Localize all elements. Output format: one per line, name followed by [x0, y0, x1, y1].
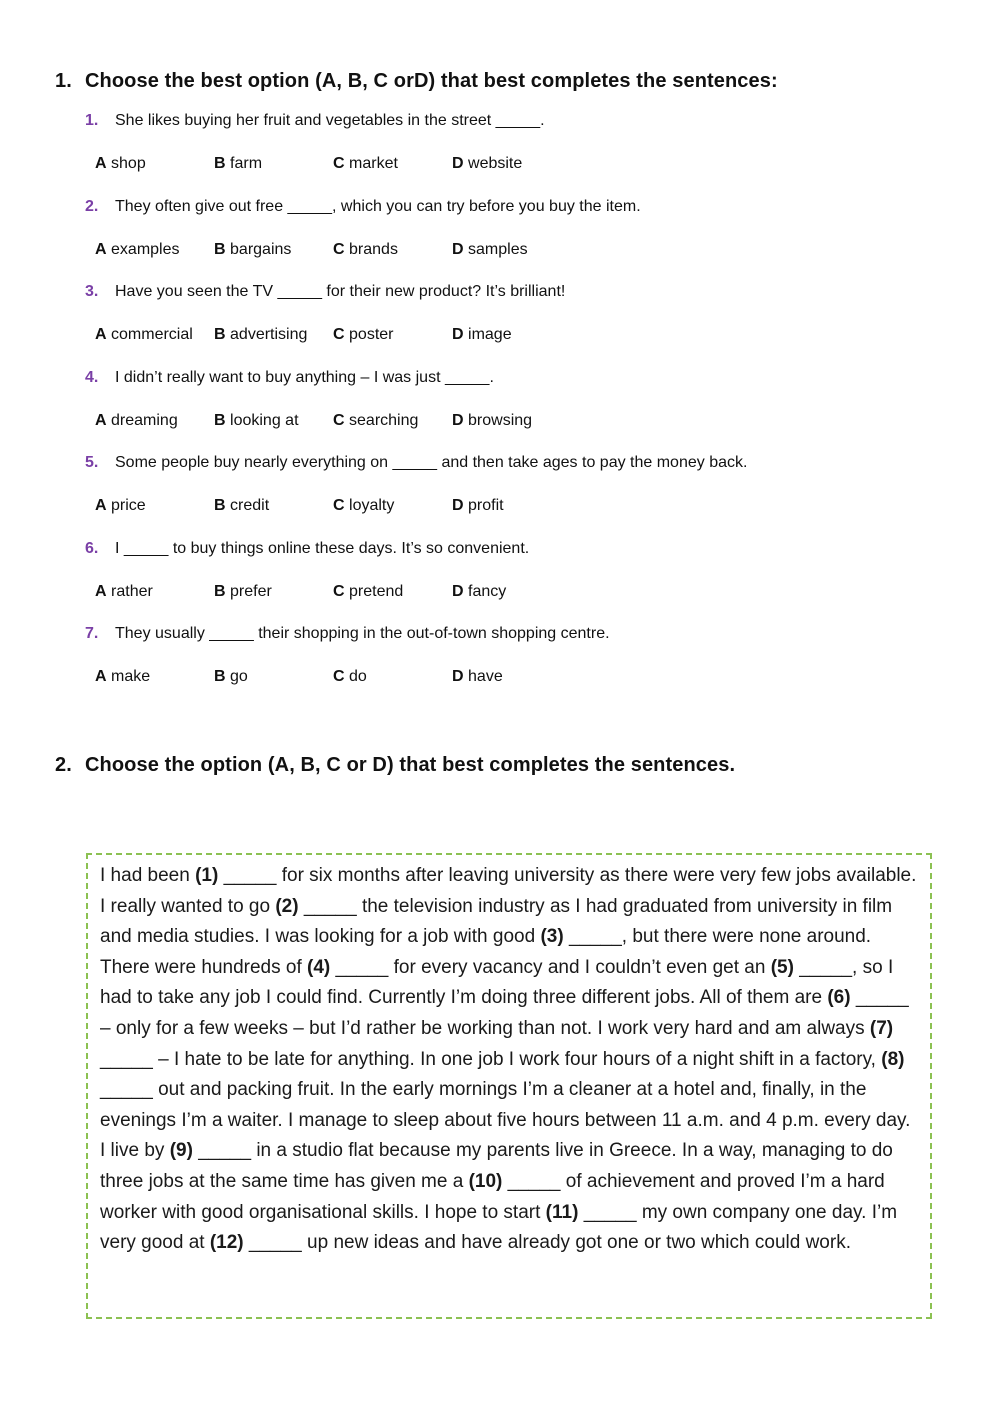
passage-text: _____ – only for a few weeks – but I’d rather be working than not. I work very hard and am always: [100, 987, 909, 1039]
passage-text: _____, but there were none around. There were hundreds of: [100, 926, 872, 978]
blank-reference: (6): [827, 987, 851, 1009]
option-a[interactable]: [95, 668, 150, 686]
option-letter: C: [333, 668, 345, 685]
passage-text: _____ my own company one day. I’m very good at: [100, 1201, 898, 1254]
option-d[interactable]: [452, 583, 506, 601]
option-a[interactable]: [95, 155, 146, 173]
option-text: market: [349, 155, 398, 172]
option-letter: B: [214, 497, 226, 514]
option-letter: D: [452, 668, 464, 685]
option-b[interactable]: [214, 497, 269, 515]
option-letter: C: [333, 155, 345, 172]
option-b[interactable]: [214, 326, 307, 344]
option-text: loyalty: [349, 497, 395, 514]
option-letter: D: [452, 326, 464, 343]
question-4: [85, 369, 494, 387]
option-text: examples: [111, 240, 180, 258]
option-text: advertising: [230, 326, 308, 343]
option-a[interactable]: [95, 583, 153, 601]
section-1-number: 1.: [55, 70, 72, 92]
question-number: 5.: [85, 454, 99, 471]
question-text: I _____ to buy things online these days. It’s so convenient.: [115, 539, 530, 557]
option-c[interactable]: [333, 583, 403, 601]
option-text: profit: [468, 497, 504, 514]
question-3: [85, 283, 565, 301]
option-letter: B: [214, 240, 226, 258]
option-letter: D: [452, 582, 464, 600]
option-text: pretend: [349, 582, 404, 600]
section-2-heading: [55, 754, 735, 777]
option-c[interactable]: [333, 668, 367, 686]
question-5: [85, 454, 747, 472]
section-2-title: Choose the option (A, B, C or D) that best completes the sentences.: [85, 754, 736, 776]
option-letter: B: [214, 326, 226, 343]
option-letter: A: [95, 326, 107, 343]
question-number: 3.: [85, 283, 99, 300]
option-text: farm: [230, 155, 263, 172]
option-a[interactable]: [95, 412, 178, 430]
question-7: [85, 625, 610, 643]
option-letter: A: [95, 497, 107, 514]
passage-text: _____ up new ideas and have already got one or two which could work.: [243, 1232, 851, 1254]
option-text: shop: [111, 155, 146, 172]
blank-reference: (4): [307, 956, 331, 978]
question-text: They often give out free _____, which you can try before you buy the item.: [115, 197, 641, 215]
option-d[interactable]: [452, 668, 503, 686]
option-b[interactable]: [214, 583, 272, 601]
passage-text: _____ for six months after leaving university as there were very few jobs available. I really wanted to go: [100, 865, 917, 917]
blank-reference: (8): [881, 1048, 905, 1070]
option-letter: B: [214, 155, 226, 172]
option-text: have: [468, 668, 503, 685]
passage-text: _____ in a studio flat because my parents live in Greece. In a way, managing to do three jobs at the same time has given me a: [100, 1140, 893, 1192]
option-c[interactable]: [333, 155, 398, 173]
option-text: go: [230, 668, 248, 685]
blank-reference: (1): [195, 865, 219, 886]
question-2: [85, 198, 641, 216]
option-letter: C: [333, 240, 345, 258]
option-text: samples: [468, 240, 528, 258]
option-text: make: [111, 668, 151, 685]
blank-reference: (3): [540, 926, 564, 948]
option-letter: A: [95, 411, 107, 429]
blank-reference: (7): [869, 1017, 894, 1039]
question-text: They usually _____ their shopping in the out-of-town shopping centre.: [115, 625, 610, 642]
blank-reference: (2): [275, 895, 299, 917]
passage-text: I had been: [100, 865, 196, 886]
option-d[interactable]: [452, 412, 532, 430]
option-letter: A: [95, 668, 107, 685]
blank-reference: (10): [468, 1170, 503, 1192]
question-number: 1.: [85, 112, 99, 129]
option-c[interactable]: [333, 497, 394, 515]
option-text: rather: [111, 582, 153, 600]
option-text: poster: [349, 326, 394, 343]
option-text: do: [349, 668, 367, 685]
passage-text: _____ out and packing fruit. In the early mornings I’m a cleaner at a hotel and, finally, in the evenings I’m a waiter. I manage to sleep about five hours between 11 a.m. and 4 p.m. every day. I live by: [100, 1079, 911, 1162]
option-letter: A: [95, 240, 107, 258]
option-d[interactable]: [452, 326, 512, 344]
question-text: Have you seen the TV _____ for their new product? It’s brilliant!: [115, 283, 566, 300]
question-number: 6.: [85, 539, 99, 557]
question-6: [85, 540, 529, 558]
option-letter: D: [452, 240, 464, 258]
option-text: looking at: [230, 411, 299, 429]
question-number: 4.: [85, 368, 99, 386]
passage-text: _____ the television industry as I had graduated from university in film and media studies. I was looking for a job with good: [100, 895, 893, 948]
passage-text: _____ for every vacancy and I couldn’t even get an: [330, 956, 771, 978]
section-1-title: Choose the best option (A, B, C orD) that best completes the sentences:: [85, 70, 778, 92]
question-text: I didn’t really want to buy anything – I was just _____.: [115, 368, 494, 386]
option-c[interactable]: [333, 326, 393, 344]
option-a[interactable]: [95, 497, 146, 515]
option-c[interactable]: [333, 412, 418, 430]
option-a[interactable]: [95, 326, 193, 344]
question-1: [85, 112, 545, 130]
option-a[interactable]: [95, 241, 180, 259]
option-letter: C: [333, 497, 345, 514]
option-letter: A: [95, 155, 107, 172]
option-text: prefer: [230, 582, 272, 600]
option-letter: D: [452, 411, 464, 429]
option-text: commercial: [111, 326, 193, 343]
blank-reference: (9): [169, 1140, 193, 1162]
option-d[interactable]: [452, 241, 528, 259]
option-letter: B: [214, 668, 226, 685]
option-b[interactable]: [214, 412, 299, 430]
option-text: website: [468, 155, 523, 172]
option-letter: C: [333, 411, 345, 429]
option-text: fancy: [468, 582, 507, 600]
option-text: price: [111, 497, 146, 514]
question-number: 7.: [85, 625, 99, 642]
option-b[interactable]: [214, 155, 262, 173]
option-d[interactable]: [452, 497, 504, 515]
option-text: dreaming: [111, 411, 178, 429]
blank-reference: (11): [545, 1201, 579, 1223]
option-d[interactable]: [452, 155, 522, 173]
option-b[interactable]: [214, 668, 248, 686]
option-letter: A: [95, 582, 107, 600]
option-text: image: [468, 326, 512, 343]
passage-text: _____ of achievement and proved I’m a hard worker with good organisational skills. I hope to start: [100, 1170, 885, 1223]
question-text: She likes buying her fruit and vegetables in the street _____.: [115, 112, 545, 129]
option-letter: B: [214, 411, 226, 429]
option-text: brands: [349, 240, 398, 258]
section-2-number: 2.: [55, 754, 72, 776]
blank-reference: (5): [770, 956, 794, 978]
passage-text: _____ – I hate to be late for anything. In one job I work four hours of a night shift in a factory,: [100, 1048, 882, 1070]
blank-reference: (12): [209, 1232, 244, 1254]
option-letter: D: [452, 155, 464, 172]
cloze-passage: [100, 861, 918, 1259]
section-1-heading: [55, 70, 778, 93]
option-letter: C: [333, 326, 345, 343]
option-b[interactable]: [214, 241, 291, 259]
option-letter: B: [214, 582, 226, 600]
option-letter: C: [333, 582, 345, 600]
passage-text: _____, so I had to take any job I could find. Currently I’m doing three different jobs. All of them are: [100, 956, 894, 1009]
option-text: searching: [349, 411, 419, 429]
question-number: 2.: [85, 197, 99, 215]
option-text: credit: [230, 497, 270, 514]
question-text: Some people buy nearly everything on _____ and then take ages to pay the money back.: [115, 454, 748, 471]
option-text: bargains: [230, 240, 292, 258]
option-text: browsing: [468, 411, 533, 429]
option-letter: D: [452, 497, 464, 514]
option-c[interactable]: [333, 241, 398, 259]
